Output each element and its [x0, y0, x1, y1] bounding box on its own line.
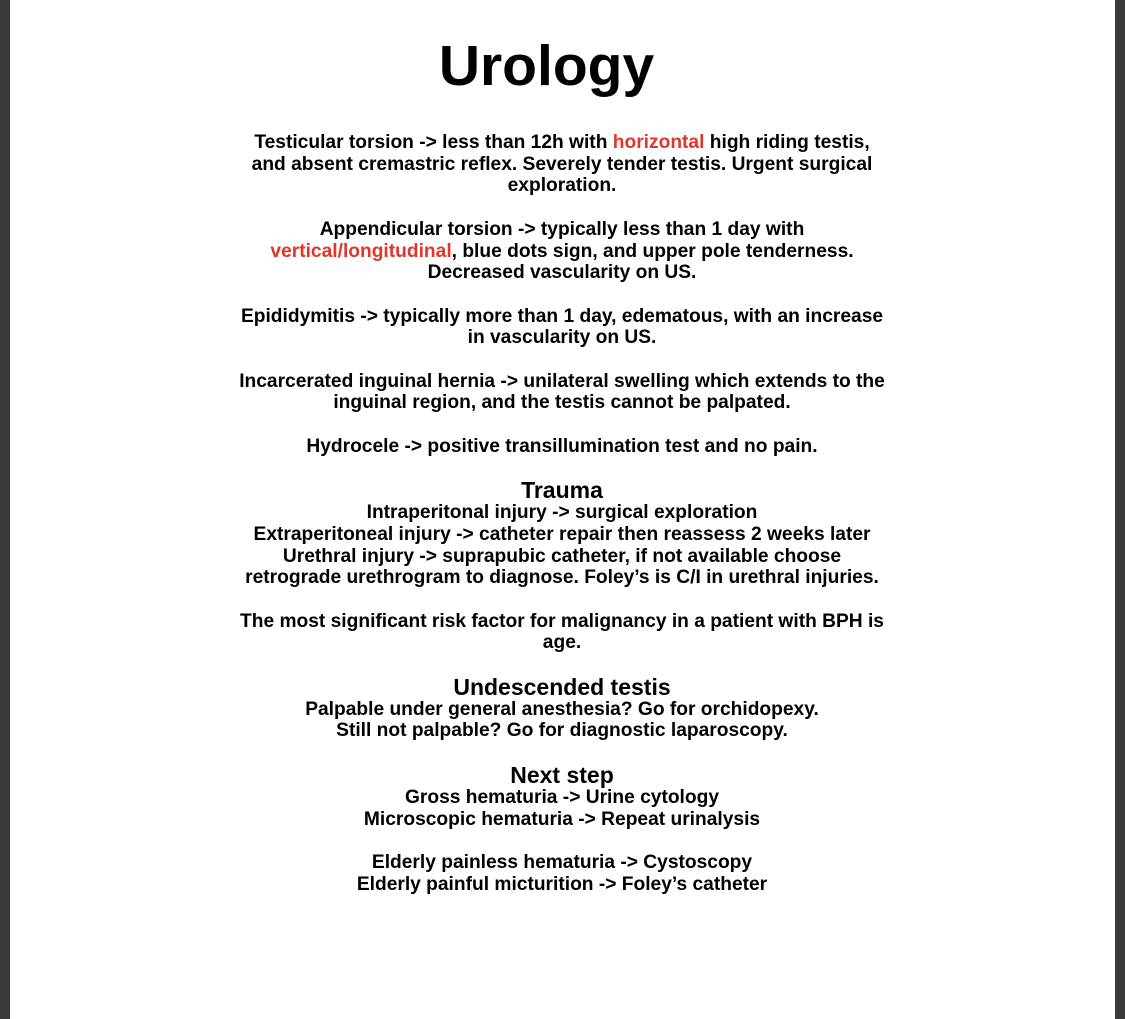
document-body — [237, 132, 887, 895]
next-step-heading: Next step — [510, 761, 614, 788]
next-step-line: Microscopic hematuria -> Repeat urinalysis — [363, 808, 761, 830]
elderly-line: Elderly painless hematuria -> Cystoscopy — [371, 851, 753, 873]
testicular-torsion-paragraph: Testicular torsion -> less than 12h with horizontal high riding testis, and absent cremastric reflex. Severely tender testis. Urgent surgical exploration. — [251, 132, 873, 197]
elderly-line: Elderly painful micturition -> Foley’s catheter — [356, 873, 768, 895]
undescended-testis-heading: Undescended testis — [453, 673, 671, 700]
highlight-vertical: vertical/longitudinal — [270, 240, 452, 262]
trauma-heading: Trauma — [521, 477, 603, 504]
highlight-horizontal: horizontal — [612, 132, 705, 153]
hernia-paragraph: Incarcerated inguinal hernia -> unilateral swelling which extends to the inguinal region, and the testis cannot be palpated. — [239, 370, 885, 414]
next-step-line: Gross hematuria -> Urine cytology — [404, 786, 720, 808]
document-page — [10, 0, 1115, 1019]
trauma-line: Extraperitoneal injury -> catheter repair then reassess 2 weeks later — [253, 523, 871, 545]
hydrocele-paragraph: Hydrocele -> positive transillumination test and no pain. — [306, 435, 818, 457]
epididymitis-paragraph: Epididymitis -> typically more than 1 day, edematous, with an increase in vascularity on US. — [240, 305, 884, 349]
undescended-line: Palpable under general anesthesia? Go for orchidopexy. — [305, 698, 819, 720]
trauma-line: Urethral injury -> suprapubic catheter, if not available choose retrograde urethrogram to diagnose. Foley’s is C/I in urethral injuries. — [245, 545, 879, 589]
appendicular-torsion-paragraph: Appendicular torsion -> typically less than 1 day with vertical/longitudinal, blue dots sign, and upper pole tenderness. Decreased vascularity on US. — [270, 218, 854, 284]
bph-paragraph: The most significant risk factor for malignancy in a patient with BPH is age. — [240, 610, 884, 654]
page-title: Urology — [438, 34, 655, 98]
trauma-line: Intraperitonal injury -> surgical exploration — [366, 502, 758, 524]
undescended-line: Still not palpable? Go for diagnostic laparoscopy. — [336, 720, 788, 742]
